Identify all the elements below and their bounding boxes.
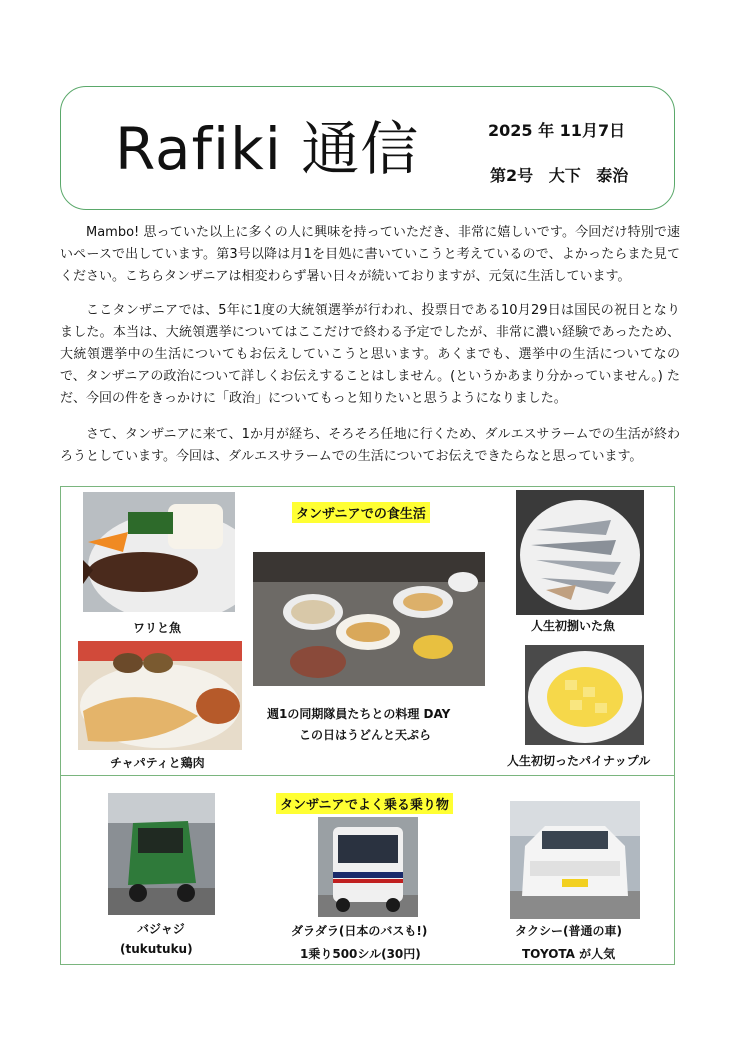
caption-pineapple: 人生初切ったパイナップル [507,754,651,768]
caption-daladala-2: 1乗り500シル(30円) [300,947,421,961]
caption-daladala-1: ダラダラ(日本のバスも!) [291,924,428,938]
caption-taxi-2: TOYOTA が人気 [522,947,616,961]
caption-fish: 人生初捌いた魚 [531,619,616,633]
food-section-label: タンザニアでの食生活 [292,502,430,523]
issue-number: 第2号 [490,166,534,185]
issue-date: 2025 年 11月7日 [488,121,626,140]
pineapple-photo [525,645,644,745]
paragraph-election: ここタンザニアでは、5年に1度の大統領選挙が行われ、投票日である10月29日は国民の祝日となりました。本当は、大統領選挙についてはここだけで終わる予定でしたが、非常に濃い経験であったため、大統領選挙中の生活についてもお伝えしていこうと思います。あくまでも、選挙中の生活についてなので、タンザニアの政治について詳しくお伝えすることはしません。(というかあまり分かっていません。) ただ、今回の件をきっかけに「政治」についてもっと知りたいと思うようになりました。 [60,303,680,406]
paragraph-daressalaam: さて、タンザニアに来て、1か月が経ち、そろそろ任地に行くため、ダルエスサラームでの生活が終わろうとしています。今回は、ダルエスサラームでの生活についてお伝えできたらなと思っています。 [60,427,680,464]
caption-cooking-day-2: この日はうどんと天ぷら [299,728,432,742]
author-name: 大下 泰治 [548,166,629,185]
transport-section-label: タンザニアでよく乗る乗り物 [276,793,453,814]
chapati-chicken-photo [78,641,242,750]
bajaji-photo [108,793,215,915]
daladala-photo [318,817,418,917]
newsletter-title: Rafiki 通信 [115,115,420,183]
caption-bajaji-2: (tukutuku) [120,942,193,956]
filleted-fish-photo [516,490,644,615]
caption-bajaji-1: バジャジ [137,922,185,936]
wali-fish-photo [83,492,235,612]
gallery-divider [60,775,675,776]
caption-taxi-1: タクシー(普通の車) [515,924,622,938]
cooking-day-photo [253,552,485,686]
taxi-photo [510,801,640,919]
caption-cooking-day-1: 週1の同期隊員たちとの料理 DAY [267,707,451,721]
caption-wali-fish: ワリと魚 [133,621,182,635]
issue-info [490,163,628,186]
paragraph-intro: Mambo! 思っていた以上に多くの人に興味を持っていただき、非常に嬉しいです。今回だけ特別で速いペースで出しています。第3号以降は月1を目処に書いていこうと考えているので、よかったらまた見てください。こちらタンザニアは相変わらず暑い日々が続いておりますが、元気に生活しています。 [60,225,680,284]
caption-chapati-chicken: チャパティと鶏肉 [110,756,205,770]
